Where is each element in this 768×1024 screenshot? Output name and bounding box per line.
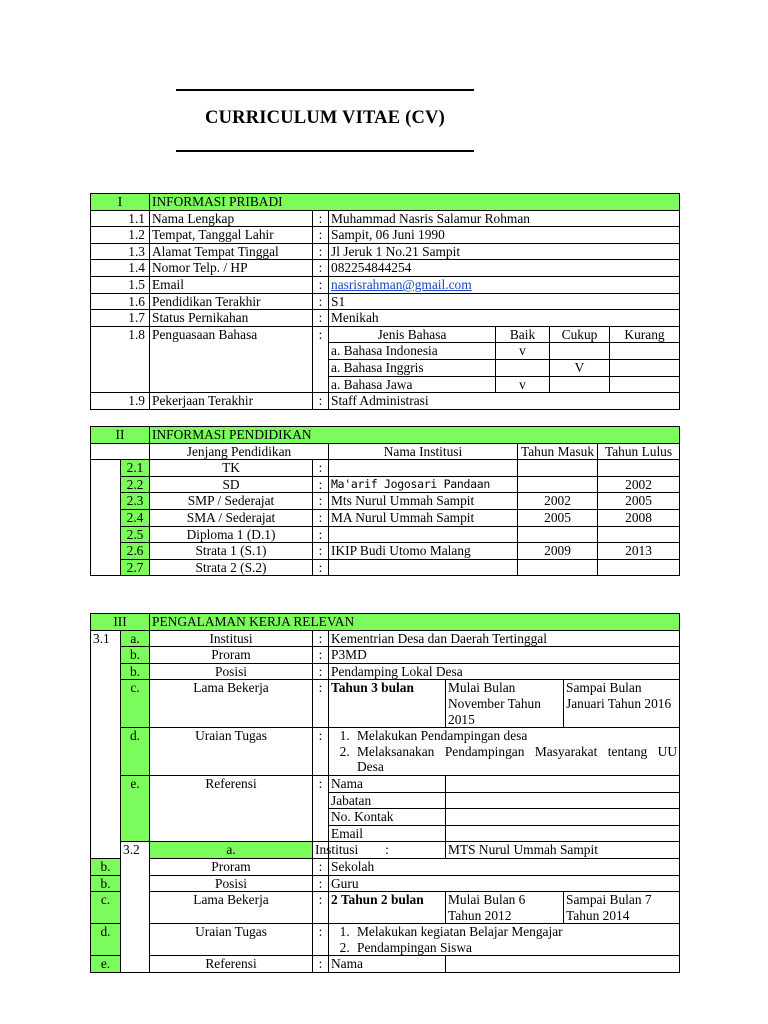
row-number: 1.2: [91, 227, 150, 244]
edu-year-out: 2013: [598, 543, 680, 560]
section-heading: INFORMASI PRIBADI: [150, 194, 680, 211]
job-label: Institusi: [150, 630, 313, 647]
item-letter: b.: [91, 875, 121, 892]
ref-field-label: Email: [329, 825, 446, 842]
ref-field-label: Nama: [329, 775, 446, 792]
edu-year-in: 2005: [518, 509, 598, 526]
edu-level: TK: [150, 460, 313, 477]
colon: :: [313, 543, 329, 560]
field-value-job: Staff Administrasi: [329, 393, 680, 410]
field-value-birth: Sampit, 06 Juni 1990: [329, 227, 680, 244]
row-number: 1.1: [91, 210, 150, 227]
job-institution: MTS Nurul Ummah Sampit: [446, 842, 680, 859]
colon: :: [313, 647, 329, 664]
edu-level: SMA / Sederajat: [150, 509, 313, 526]
lang-fair-mark: [550, 376, 610, 393]
edu-year-out: 2008: [598, 509, 680, 526]
row-number: 1.4: [91, 260, 150, 277]
task-item: 2. Melaksanakan Pendampingan Masyarakat tentang UU Desa: [353, 744, 677, 775]
ref-field-value: [446, 792, 680, 809]
lang-good-mark: v: [496, 343, 550, 360]
lang-good-mark: v: [496, 376, 550, 393]
item-letter: b.: [91, 858, 121, 875]
lang-header-good: Baik: [496, 326, 550, 343]
item-letter: c.: [121, 680, 150, 728]
job-label: Uraian Tugas: [150, 924, 313, 956]
edu-level: SMP / Sederajat: [150, 493, 313, 510]
field-label: Pendidikan Terakhir: [150, 293, 313, 310]
email-link[interactable]: nasrisrahman@gmail.com: [331, 276, 472, 292]
ref-field-label: Nama: [329, 956, 446, 973]
job-end: Sampai Bulan Januari Tahun 2016: [564, 680, 680, 728]
colon: :: [313, 526, 329, 543]
item-letter: d.: [91, 924, 121, 956]
task-item: 2. Pendampingan Siswa: [353, 940, 677, 956]
row-number: 1.8: [91, 326, 150, 392]
colon: :: [313, 493, 329, 510]
row-number: 2.7: [121, 559, 150, 576]
section-number: II: [91, 427, 150, 444]
section-number: III: [91, 614, 150, 631]
colon: :: [313, 460, 329, 477]
ref-field-value: [446, 956, 680, 973]
colon: :: [313, 956, 329, 973]
title-rule-bottom: [176, 150, 474, 152]
section-heading: INFORMASI PENDIDIKAN: [150, 427, 680, 444]
edu-level: SD: [150, 476, 313, 493]
job-end: Sampai Bulan 7 Tahun 2014: [564, 892, 680, 924]
item-letter: a.: [121, 630, 150, 647]
job-label: Proram: [150, 647, 313, 664]
field-value-phone: 082254844254: [329, 260, 680, 277]
colon: :: [313, 310, 329, 327]
row-number: 2.1: [121, 460, 150, 477]
field-label: Nama Lengkap: [150, 210, 313, 227]
colon: :: [313, 924, 329, 956]
field-value-name: Muhammad Nasris Salamur Rohman: [329, 210, 680, 227]
job-duration: 2 Tahun 2 bulan: [329, 892, 446, 924]
edu-year-in: 2009: [518, 543, 598, 560]
colon: :: [313, 775, 329, 841]
lang-name: a. Bahasa Indonesia: [329, 343, 496, 360]
edu-institution: Mts Nurul Ummah Sampit: [329, 493, 518, 510]
section-number: I: [91, 194, 150, 211]
item-letter: b.: [121, 647, 150, 664]
edu-year-out: [598, 460, 680, 477]
page-title: CURRICULUM VITAE (CV): [205, 108, 445, 128]
edu-year-in: [518, 476, 598, 493]
edu-year-in: [518, 559, 598, 576]
colon: :: [313, 476, 329, 493]
field-label: Tempat, Tanggal Lahir: [150, 227, 313, 244]
header-level: Jenjang Pendidikan: [150, 443, 329, 460]
colon: :: [313, 260, 329, 277]
colon: :: [313, 227, 329, 244]
edu-year-in: [518, 460, 598, 477]
colon: :: [313, 663, 329, 680]
lang-poor-mark: [610, 376, 680, 393]
row-number: 2.5: [121, 526, 150, 543]
lang-header-fair: Cukup: [550, 326, 610, 343]
colon: :: [313, 393, 329, 410]
job-label: Referensi: [150, 956, 313, 973]
job-label: Lama Bekerja: [150, 892, 313, 924]
colon: :: [313, 680, 329, 728]
row-number: 2.3: [121, 493, 150, 510]
edu-level: Diploma 1 (D.1): [150, 526, 313, 543]
edu-year-out: [598, 526, 680, 543]
edu-institution: [329, 526, 518, 543]
field-label: Pekerjaan Terakhir: [150, 393, 313, 410]
field-label: Nomor Telp. / HP: [150, 260, 313, 277]
header-institution: Nama Institusi: [329, 443, 518, 460]
colon: :: [313, 875, 329, 892]
edu-institution: [329, 460, 518, 477]
colon: :: [329, 842, 446, 859]
section-education: [90, 426, 680, 576]
row-number: 1.7: [91, 310, 150, 327]
job-label: Institusi: [313, 842, 329, 859]
edu-year-out: 2002: [598, 476, 680, 493]
job-program: Sekolah: [329, 858, 680, 875]
item-letter: e.: [91, 956, 121, 973]
row-number: 1.6: [91, 293, 150, 310]
lang-fair-mark: V: [550, 359, 610, 376]
field-value-address: Jl Jeruk 1 No.21 Sampit: [329, 243, 680, 260]
header-year-out: Tahun Lulus: [598, 443, 680, 460]
lang-header-poor: Kurang: [610, 326, 680, 343]
ref-field-label: No. Kontak: [329, 809, 446, 826]
edu-institution: Ma'arif Jogosari Pandaan: [329, 476, 518, 493]
job-start: Mulai Bulan November Tahun 2015: [446, 680, 564, 728]
section-heading: PENGALAMAN KERJA RELEVAN: [150, 614, 680, 631]
colon: :: [313, 276, 329, 293]
job-label: Uraian Tugas: [150, 728, 313, 776]
lang-good-mark: [496, 359, 550, 376]
edu-year-out: [598, 559, 680, 576]
lang-fair-mark: [550, 343, 610, 360]
title-rule-top: [176, 89, 474, 91]
job-label: Lama Bekerja: [150, 680, 313, 728]
item-letter: d.: [121, 728, 150, 776]
row-number: 1.5: [91, 276, 150, 293]
ref-field-value: [446, 775, 680, 792]
empty-cell: [91, 460, 121, 576]
field-label: Penguasaan Bahasa: [150, 326, 313, 392]
edu-year-in: 2002: [518, 493, 598, 510]
section-work-experience: [90, 613, 680, 973]
colon: :: [313, 293, 329, 310]
colon: :: [313, 326, 329, 392]
colon: :: [313, 630, 329, 647]
colon: :: [313, 728, 329, 776]
task-item: 1. Melakukan kegiatan Belajar Mengajar: [353, 924, 677, 940]
job-duration: Tahun 3 bulan: [329, 680, 446, 728]
field-label: Alamat Tempat Tinggal: [150, 243, 313, 260]
job-start: Mulai Bulan 6 Tahun 2012: [446, 892, 564, 924]
edu-institution: MA Nurul Ummah Sampit: [329, 509, 518, 526]
colon: :: [313, 210, 329, 227]
row-number: 2.6: [121, 543, 150, 560]
job-label: Posisi: [150, 875, 313, 892]
edu-year-out: 2005: [598, 493, 680, 510]
row-number: 1.9: [91, 393, 150, 410]
colon: :: [313, 858, 329, 875]
row-number: 2.2: [121, 476, 150, 493]
edu-year-in: [518, 526, 598, 543]
colon: :: [313, 559, 329, 576]
job-number: 3.2: [121, 842, 150, 973]
empty-cell: [91, 443, 150, 460]
job-program: P3MD: [329, 647, 680, 664]
job-label: Referensi: [150, 775, 313, 841]
lang-name: a. Bahasa Inggris: [329, 359, 496, 376]
field-label: Status Pernikahan: [150, 310, 313, 327]
section-personal-info: [90, 193, 680, 410]
item-letter: b.: [121, 663, 150, 680]
ref-field-value: [446, 809, 680, 826]
task-item: 1. Melakukan Pendampingan desa: [353, 728, 677, 744]
edu-institution: [329, 559, 518, 576]
colon: :: [313, 243, 329, 260]
job-institution: Kementrian Desa dan Daerah Tertinggal: [329, 630, 680, 647]
row-number: 1.3: [91, 243, 150, 260]
field-label: Email: [150, 276, 313, 293]
edu-institution: IKIP Budi Utomo Malang: [329, 543, 518, 560]
header-year-in: Tahun Masuk: [518, 443, 598, 460]
colon: :: [313, 892, 329, 924]
item-letter: a.: [150, 842, 313, 859]
lang-poor-mark: [610, 359, 680, 376]
job-tasks: [329, 924, 680, 956]
job-label: Posisi: [150, 663, 313, 680]
job-position: Guru: [329, 875, 680, 892]
field-value-education: S1: [329, 293, 680, 310]
colon: :: [313, 509, 329, 526]
field-value-marital: Menikah: [329, 310, 680, 327]
lang-name: a. Bahasa Jawa: [329, 376, 496, 393]
job-tasks: [329, 728, 680, 776]
edu-level: Strata 2 (S.2): [150, 559, 313, 576]
ref-field-label: Jabatan: [329, 792, 446, 809]
item-letter: e.: [121, 775, 150, 841]
item-letter: c.: [91, 892, 121, 924]
row-number: 2.4: [121, 509, 150, 526]
ref-field-value: [446, 825, 680, 842]
lang-header-name: Jenis Bahasa: [329, 326, 496, 343]
job-label: Proram: [150, 858, 313, 875]
lang-poor-mark: [610, 343, 680, 360]
edu-level: Strata 1 (S.1): [150, 543, 313, 560]
job-position: Pendamping Lokal Desa: [329, 663, 680, 680]
job-number: 3.1: [91, 630, 121, 858]
